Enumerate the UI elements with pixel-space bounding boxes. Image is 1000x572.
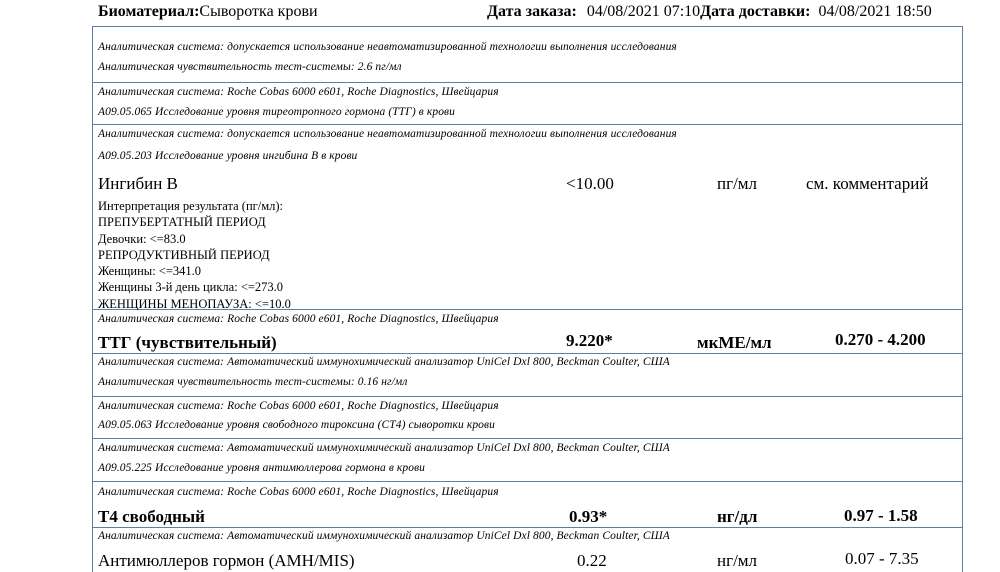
divider — [92, 124, 963, 125]
analytic-system-note: Аналитическая система: Автоматический иммунохимический анализатор UniCel Dxl 800, Beckman Coulter, США — [98, 356, 670, 368]
test-unit: нг/дл — [717, 507, 758, 526]
test-value: <10.00 — [566, 174, 614, 193]
analytic-system-note: Аналитическая система: Автоматический иммунохимический анализатор UniCel Dxl 800, Beckman Coulter, США — [98, 530, 670, 542]
analytic-system-note: Аналитическая система: Roche Cobas 6000 e601, Roche Diagnostics, Швейцария — [98, 400, 499, 412]
biomaterial-value: Сыворотка крови — [199, 3, 318, 20]
divider — [92, 438, 963, 439]
interpretation-line: Интерпретация результата (пг/мл): — [98, 199, 284, 213]
interpretation-block — [98, 198, 291, 312]
interpretation-line: ПРЕПУБЕРТАТНЫЙ ПЕРИОД — [98, 215, 266, 230]
delivery-date-label: Дата доставки: — [700, 3, 811, 20]
test-unit: мкМЕ/мл — [697, 333, 772, 352]
interpretation-line: Женщины: <=341.0 — [98, 264, 202, 279]
divider — [92, 396, 963, 397]
test-value: 0.22 — [577, 551, 607, 570]
analytic-system-note: Аналитическая система: Roche Cobas 6000 e601, Roche Diagnostics, Швейцария — [98, 486, 499, 498]
interpretation-line: ЖЕНЩИНЫ МЕНОПАУЗА: <=10.0 — [98, 296, 291, 311]
test-reference: 0.270 - 4.200 — [835, 330, 926, 349]
divider — [92, 481, 963, 482]
sensitivity-note: Аналитическая чувствительность тест-системы: 2.6 пг/мл — [98, 61, 402, 73]
divider — [92, 82, 963, 83]
biomaterial-label: Биоматериал: — [98, 3, 200, 20]
interpretation-line: Женщины 3-й день цикла: <=273.0 — [98, 280, 284, 295]
study-code-note: A09.05.063 Исследование уровня свободного тироксина (СТ4) сыворотки крови — [98, 419, 495, 431]
delivery-date-value: 04/08/2021 18:50 — [818, 3, 932, 20]
test-unit: пг/мл — [717, 174, 758, 193]
order-date-value: 04/08/2021 07:10 — [586, 3, 701, 20]
analytic-system-note: Аналитическая система: допускается использование неавтоматизированной технологии выполнения исследования — [98, 41, 677, 53]
table-left-border — [92, 26, 93, 572]
test-name: Ингибин В — [98, 174, 178, 193]
test-reference: см. комментарий — [806, 174, 929, 193]
test-reference: 0.97 - 1.58 — [844, 506, 918, 525]
test-name: Антимюллеров гормон (AMH/MIS) — [98, 551, 355, 570]
analytic-system-note: Аналитическая система: Roche Cobas 6000 e601, Roche Diagnostics, Швейцария — [98, 313, 499, 325]
divider — [92, 527, 963, 528]
study-code-note: A09.05.203 Исследование уровня ингибина B в крови — [98, 150, 358, 162]
study-code-note: A09.05.065 Исследование уровня тиреотропного гормона (ТТГ) в крови — [98, 106, 455, 118]
divider — [92, 26, 963, 27]
order-date-label: Дата заказа: — [487, 3, 577, 20]
interpretation-line: Девочки: <=83.0 — [98, 231, 186, 246]
test-reference: 0.07 - 7.35 — [845, 549, 919, 568]
analytic-system-note: Аналитическая система: Roche Cobas 6000 e601, Roche Diagnostics, Швейцария — [98, 86, 499, 98]
test-name: Т4 свободный — [98, 507, 205, 526]
test-name: ТТГ (чувствительный) — [98, 333, 277, 352]
analytic-system-note: Аналитическая система: допускается использование неавтоматизированной технологии выполнения исследования — [98, 128, 677, 140]
sensitivity-note: Аналитическая чувствительность тест-системы: 0.16 нг/мл — [98, 376, 408, 388]
analytic-system-note: Аналитическая система: Автоматический иммунохимический анализатор UniCel Dxl 800, Beckman Coulter, США — [98, 442, 670, 454]
test-value: 9.220* — [566, 331, 613, 350]
interpretation-line: РЕПРОДУКТИВНЫЙ ПЕРИОД — [98, 247, 270, 262]
study-code-note: A09.05.225 Исследование уровня антимюллерова гормона в крови — [98, 462, 426, 474]
test-unit: нг/мл — [717, 551, 758, 570]
table-right-border — [962, 26, 963, 572]
order-date-field — [487, 3, 932, 21]
test-value: 0.93* — [569, 507, 608, 526]
biomaterial-field — [98, 3, 318, 21]
divider — [92, 353, 963, 354]
